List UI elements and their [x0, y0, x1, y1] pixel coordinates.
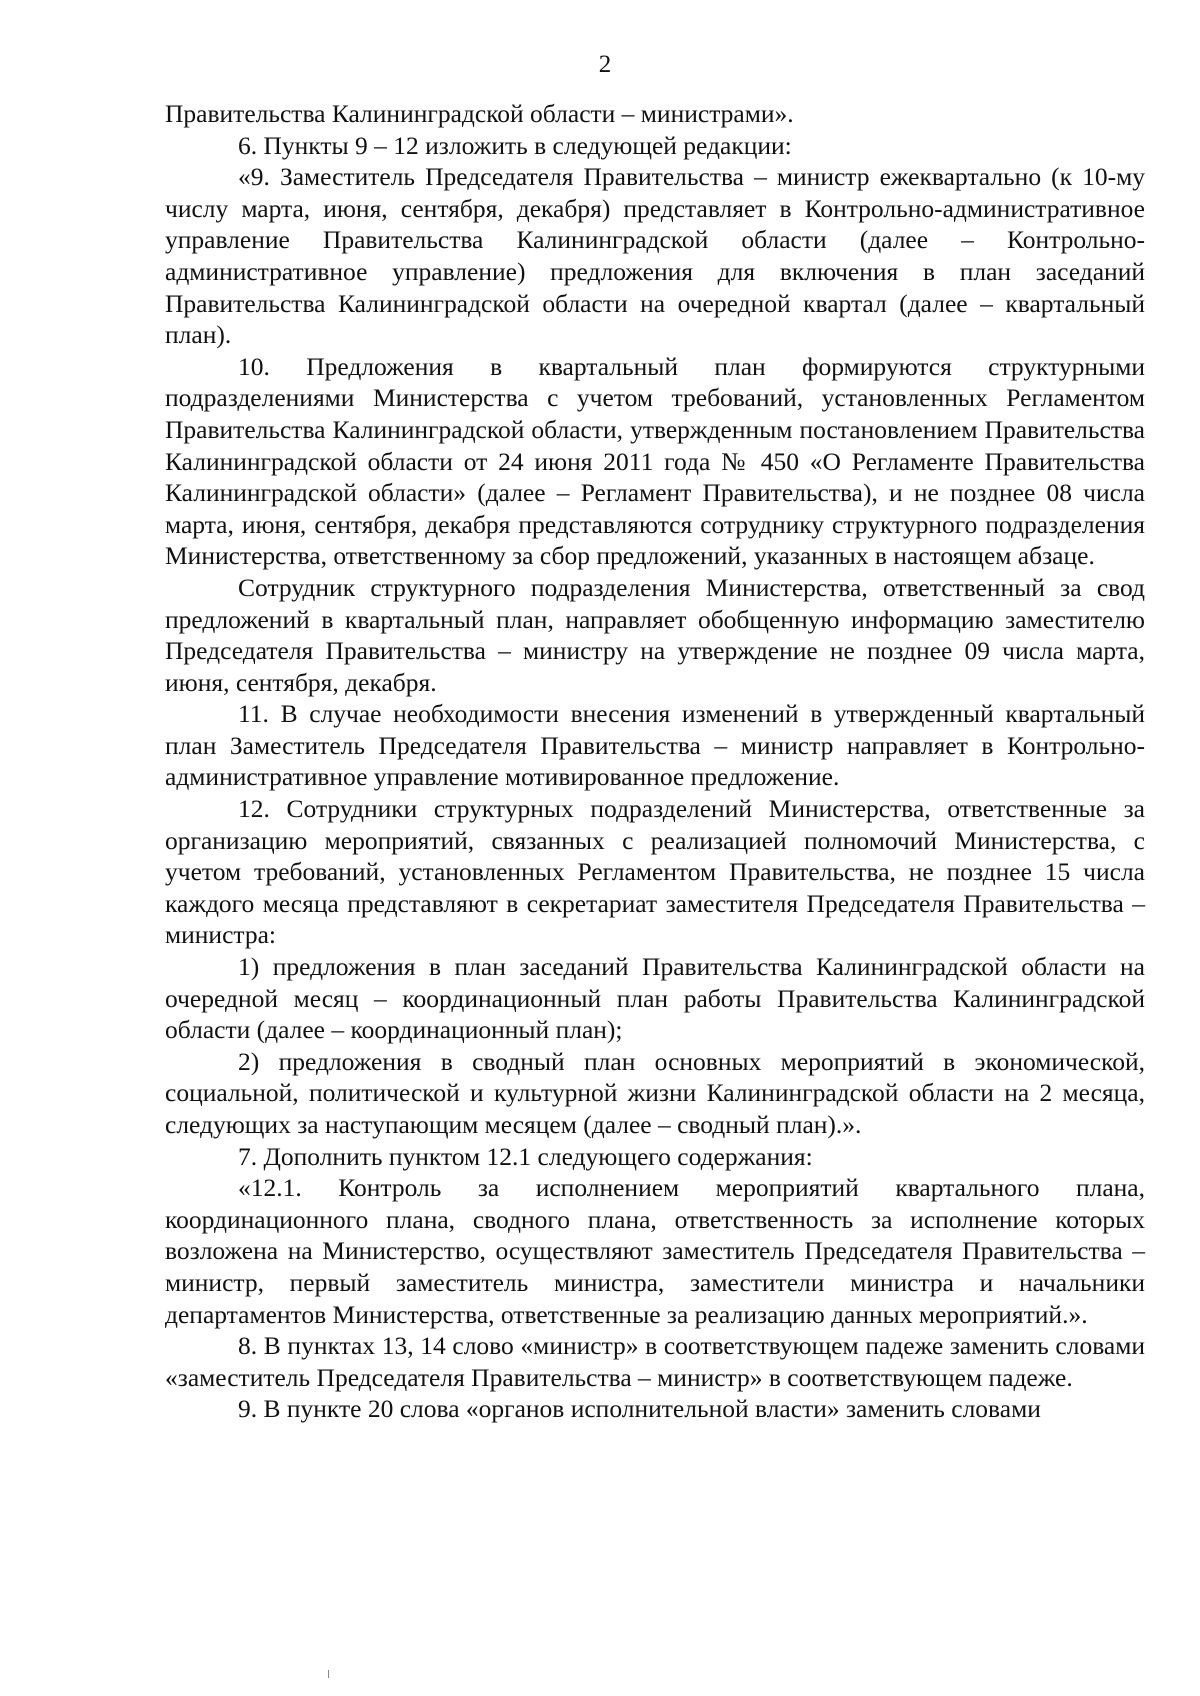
paragraph: «12.1. Контроль за исполнением мероприятий квартального плана, координационного плана, сводного плана, ответственность за исполнение которых возложена на Министерство, осуществляют заместитель Председателя Правительства – министр, первый заместитель министра, заместители министра и начальники департаментов Министерства, ответственные за реализацию данных мероприятий.». — [165, 1173, 1145, 1329]
paragraph: 1) предложения в план заседаний Правительства Калининградской области на очередной месяц – координационный план работы Правительства Калининградской области (далее – координационный план); — [165, 952, 1145, 1045]
paragraph: «9. Заместитель Председателя Правительства – министр ежеквартально (к 10-му числу марта, июня, сентября, декабря) представляет в Контрольно-административное управление Правительства Калининградской области (далее – Контрольно-административное управление) предложения для включения в план заседаний Правительства Калининградской области на очередной квартал (далее – квартальный план). — [165, 162, 1145, 350]
paragraph: 2) предложения в сводный план основных мероприятий в экономической, социальной, политической и культурной жизни Калининградской области на 2 месяца, следующих за наступающим месяцем (далее – сводный план).». — [165, 1046, 1145, 1139]
paragraph: 6. Пункты 9 – 12 изложить в следующей редакции: — [238, 130, 792, 160]
document-body — [165, 98, 1145, 1425]
paragraph: 9. В пункте 20 слова «органов исполнительной власти» заменить словами — [238, 1394, 1041, 1424]
paragraph: Правительства Калининградской области – министрами». — [165, 99, 794, 128]
page-number: 2 — [598, 51, 612, 78]
paragraph: Сотрудник структурного подразделения Министерства, ответственный за свод предложений в квартальный план, направляет обобщенную информацию заместителю Председателя Правительства – министру на утверждение не позднее 09 числа марта, июня, сентября, декабря. — [165, 572, 1145, 697]
paragraph: 11. В случае необходимости внесения изменений в утвержденный квартальный план Заместитель Председателя Правительства – министр направляет в Контрольно-административное управление мотивированное предложение. — [165, 699, 1145, 792]
paragraph: 12. Сотрудники структурных подразделений Министерства, ответственные за организацию мероприятий, связанных с реализацией полномочий Министерства, с учетом требований, установленных Регламентом Правительства, не позднее 15 числа каждого месяца представляют в секретариат заместителя Председателя Правительства – министра: — [165, 794, 1145, 950]
paragraph: 8. В пунктах 13, 14 слово «министр» в соответствующем падеже заменить словами «заместитель Председателя Правительства – министр» в соответствующем падеже. — [165, 1331, 1145, 1392]
paragraph: 10. Предложения в квартальный план формируются структурными подразделениями Министерства с учетом требований, установленных Регламентом Правительства Калининградской области, утвержденным постановлением Правительства Калининградской области от 24 июня 2011 года № 450 «О Регламенте Правительства Калининградской области» (далее – Регламент Правительства), и не позднее 08 числа марта, июня, сентября, декабря представляются сотруднику структурного подразделения Министерства, ответственному за сбор предложений, указанных в настоящем абзаце. — [165, 351, 1145, 571]
paragraph: 7. Дополнить пунктом 12.1 следующего содержания: — [238, 1141, 813, 1171]
scan-mark — [328, 1670, 329, 1678]
